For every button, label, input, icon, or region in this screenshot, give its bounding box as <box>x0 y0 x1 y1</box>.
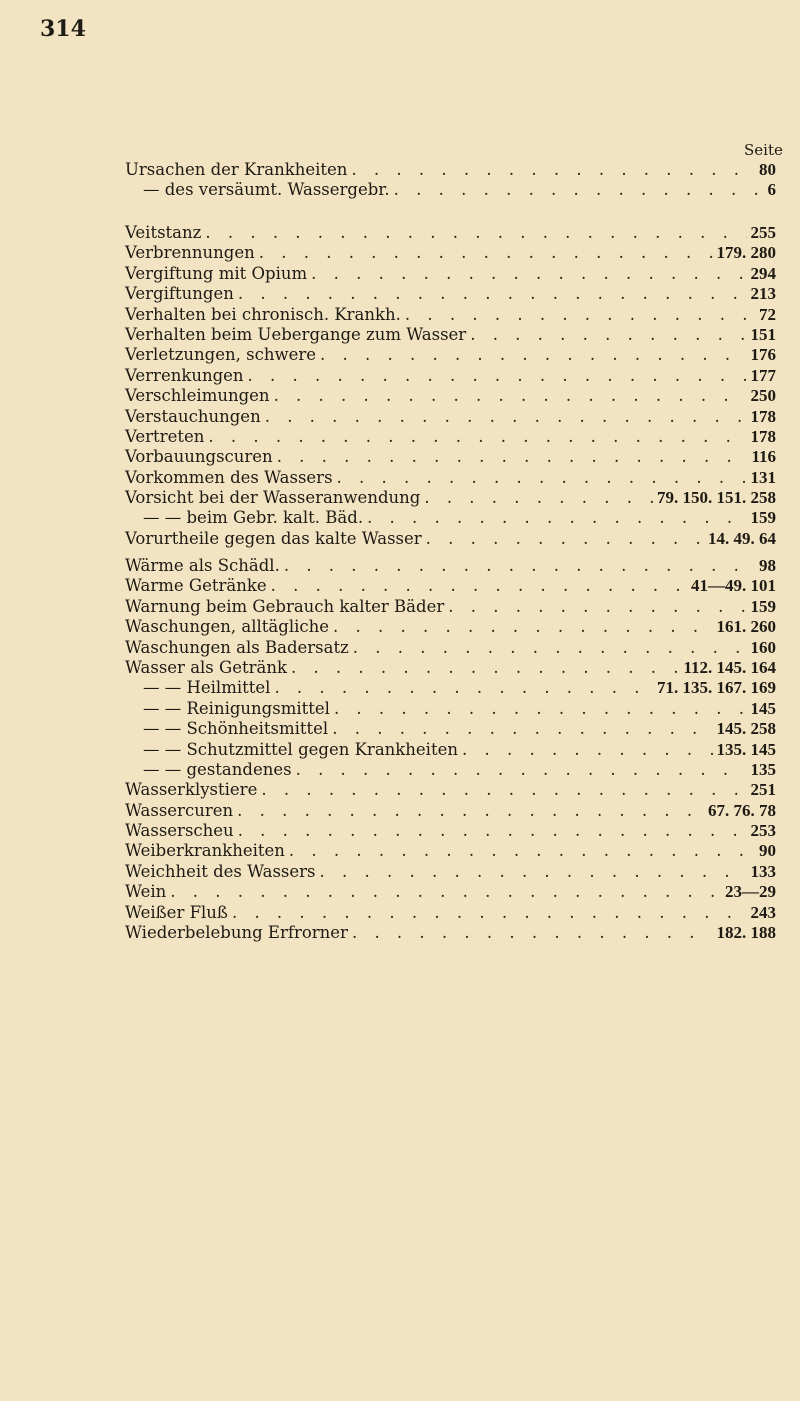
index-entry <box>125 862 776 882</box>
entry-pages: 6 <box>767 180 776 200</box>
entry-term: Wein <box>125 882 167 902</box>
dot-leader <box>367 508 746 528</box>
dot-leader <box>320 862 747 882</box>
index-entry <box>125 366 776 386</box>
index-entry <box>125 617 776 637</box>
entry-term: Verhalten beim Uebergange zum Wasser <box>125 324 467 344</box>
entry-pages: 151 <box>750 324 776 344</box>
dot-leader <box>337 468 747 488</box>
index-entry <box>125 780 776 800</box>
entry-pages: 159 <box>750 508 776 528</box>
entry-term: Wasserscheu <box>125 821 234 841</box>
entry-term: Verhalten bei chronisch. Krankh. <box>125 304 401 324</box>
dot-leader <box>424 488 653 508</box>
entry-term: Wassercuren <box>125 800 234 820</box>
entry-pages: 131 <box>750 467 776 487</box>
entry-term: — des versäumt. Wassergebr. <box>143 180 390 200</box>
dot-leader <box>259 243 713 263</box>
entry-term: Warme Getränke <box>125 576 267 596</box>
dot-leader <box>265 407 747 427</box>
entry-pages: 72 <box>759 304 776 324</box>
entry-pages: 145. 258 <box>716 719 776 739</box>
entry-pages: 179. 280 <box>716 243 776 263</box>
index-entry <box>125 903 776 923</box>
dot-leader <box>334 699 747 719</box>
dot-leader <box>296 760 747 780</box>
entry-term: Verstauchungen <box>125 406 261 426</box>
index-entry <box>125 923 776 943</box>
entry-term: — — beim Gebr. kalt. Bäd. <box>143 508 364 528</box>
entry-pages: 160 <box>750 637 776 657</box>
entry-term: Warnung beim Gebrauch kalter Bäder <box>125 596 445 616</box>
entry-term: Verletzungen, schwere <box>125 345 316 365</box>
index-entry <box>125 427 776 447</box>
entry-term: — — gestandenes <box>143 759 292 779</box>
index-entry <box>125 597 776 617</box>
dot-leader <box>205 223 746 243</box>
index-entry <box>125 740 776 760</box>
entry-term: Waschungen, alltägliche <box>125 617 330 637</box>
dot-leader <box>232 903 747 923</box>
dot-leader <box>462 740 713 760</box>
entry-term: Weißer Fluß <box>125 902 228 922</box>
index-block-u <box>125 160 776 201</box>
entry-pages: 135. 145 <box>716 739 776 759</box>
entry-term: Veitstanz <box>125 223 202 242</box>
entry-term: Weiberkrankheiten <box>125 841 285 861</box>
entry-pages: 176 <box>750 345 776 365</box>
dot-leader <box>277 447 748 467</box>
entry-pages: 67. 76. 78 <box>708 800 776 820</box>
entry-pages: 71. 135. 167. 169 <box>657 678 776 698</box>
dot-leader <box>351 160 755 180</box>
index-entry <box>125 325 776 345</box>
column-header-page: Seite <box>744 141 783 159</box>
dot-leader <box>238 821 747 841</box>
index-entry <box>125 180 776 200</box>
page-number: 314 <box>40 16 86 42</box>
dot-leader <box>248 366 747 386</box>
index-entry <box>125 386 776 406</box>
index-entry <box>125 841 776 861</box>
entry-term: Ursachen der Krankheiten <box>125 160 348 179</box>
entry-term: Waschungen als Badersatz <box>125 637 349 657</box>
index-entry <box>125 719 776 739</box>
entry-pages: 159 <box>750 596 776 616</box>
entry-term: — — Reinigungsmittel <box>143 698 330 718</box>
entry-term: Vergiftungen <box>125 284 234 304</box>
dot-leader <box>208 427 746 447</box>
index-entry <box>125 821 776 841</box>
index-entry <box>125 264 776 284</box>
entry-pages: 112. 145. 164 <box>683 657 776 677</box>
index-entry <box>125 468 776 488</box>
entry-pages: 23—29 <box>725 882 776 902</box>
entry-term: Wasser als Getränk <box>125 657 287 677</box>
entry-term: Vergiftung mit Opium <box>125 263 308 283</box>
entry-pages: 79. 150. 151. 258 <box>657 488 776 508</box>
entry-pages: 255 <box>750 223 776 242</box>
index-entry <box>125 407 776 427</box>
entry-pages: 145 <box>750 698 776 718</box>
entry-term: Verrenkungen <box>125 365 244 385</box>
entry-term: Vorurtheile gegen das kalte Wasser <box>125 528 422 548</box>
entry-pages: 80 <box>759 160 776 179</box>
dot-leader <box>352 923 713 943</box>
dot-leader <box>291 658 679 678</box>
entry-term: — — Schutzmittel gegen Krankheiten <box>143 739 458 759</box>
index-entry <box>125 699 776 719</box>
dot-leader <box>426 529 704 549</box>
index-block-w <box>125 556 776 943</box>
entry-pages: 250 <box>750 386 776 406</box>
entry-term: Verbrennungen <box>125 243 255 263</box>
index-entry <box>125 576 776 596</box>
index-entry <box>125 284 776 304</box>
dot-leader <box>320 345 747 365</box>
entry-pages: 178 <box>750 406 776 426</box>
dot-leader <box>289 841 755 861</box>
entry-term: — — Schönheitsmittel <box>143 719 329 739</box>
entry-pages: 182. 188 <box>716 923 776 943</box>
dot-leader <box>405 305 755 325</box>
entry-term: Vorbauungscuren <box>125 447 273 467</box>
entry-pages: 135 <box>750 759 776 779</box>
dot-leader <box>333 617 712 637</box>
entry-pages: 177 <box>750 365 776 385</box>
entry-pages: 98 <box>759 556 776 575</box>
index-entry <box>125 305 776 325</box>
entry-pages: 243 <box>750 902 776 922</box>
dot-leader <box>261 780 746 800</box>
entry-pages: 14. 49. 64 <box>708 528 776 548</box>
dot-leader <box>353 638 747 658</box>
index-entry <box>125 160 776 180</box>
entry-pages: 41—49. 101 <box>691 576 776 596</box>
dot-leader <box>394 180 764 200</box>
entry-pages: 294 <box>750 263 776 283</box>
index-entry <box>125 345 776 365</box>
dot-leader <box>284 556 755 576</box>
index-entry <box>125 529 776 549</box>
dot-leader <box>238 284 747 304</box>
index-entry <box>125 508 776 528</box>
dot-leader <box>274 386 747 406</box>
dot-leader <box>332 719 712 739</box>
entry-term: Wasserklystiere <box>125 780 258 800</box>
index-entry <box>125 556 776 576</box>
index-entry <box>125 638 776 658</box>
index-entry <box>125 447 776 467</box>
entry-pages: 116 <box>751 447 776 467</box>
entry-pages: 253 <box>750 821 776 841</box>
entry-pages: 133 <box>750 861 776 881</box>
index-entry <box>125 760 776 780</box>
entry-term: Verschleimungen <box>125 386 270 406</box>
dot-leader <box>448 597 746 617</box>
entry-term: Wiederbelebung Erfrorner <box>125 923 348 943</box>
entry-term: Vertreten <box>125 426 205 446</box>
index-entry <box>125 678 776 698</box>
index-entry <box>125 488 776 508</box>
index-entry <box>125 882 776 902</box>
dot-leader <box>470 325 746 345</box>
entry-pages: 213 <box>750 284 776 304</box>
entry-term: Vorsicht bei der Wasseranwendung <box>125 488 421 508</box>
dot-leader <box>274 678 653 698</box>
entry-pages: 251 <box>750 780 776 800</box>
index-entry <box>125 243 776 263</box>
dot-leader <box>271 576 687 596</box>
entry-pages: 90 <box>759 841 776 861</box>
dot-leader <box>170 882 721 902</box>
entry-pages: 161. 260 <box>716 617 776 637</box>
entry-pages: 178 <box>750 426 776 446</box>
entry-term: Vorkommen des Wassers <box>125 467 333 487</box>
index-entry <box>125 801 776 821</box>
entry-term: Weichheit des Wassers <box>125 861 316 881</box>
entry-term: — — Heilmittel <box>143 678 271 698</box>
dot-leader <box>237 801 704 821</box>
index-entry <box>125 658 776 678</box>
dot-leader <box>311 264 746 284</box>
index-block-v <box>125 223 776 549</box>
entry-term: Wärme als Schädl. <box>125 556 280 575</box>
index-entry <box>125 223 776 243</box>
